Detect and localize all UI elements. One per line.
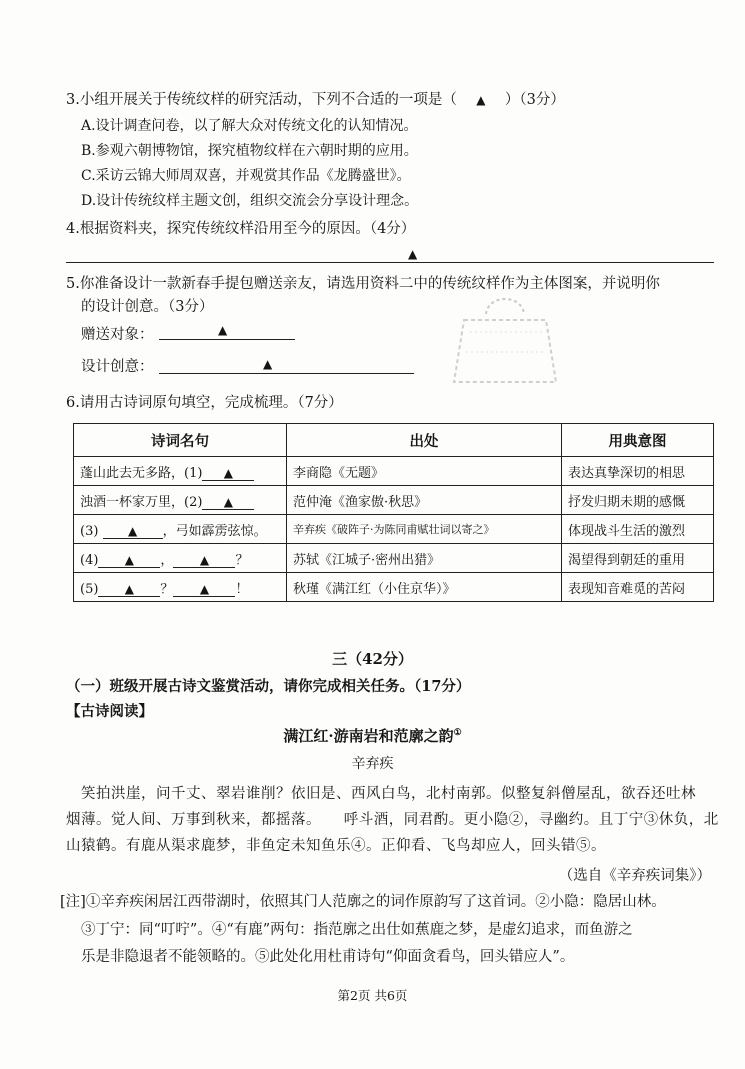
q6-stem: 6.请用古诗词原句填空，完成梳理。（7分） <box>66 395 343 411</box>
q4-stem: 4.根据资料夹，探究传统纹样沿用至今的原因。（4分） <box>66 221 416 237</box>
header-intent: 用典意图 <box>562 424 714 457</box>
poem-table <box>73 423 714 602</box>
q3-option-c: C.采访云锦大师周双喜，并观赏其作品《龙腾盛世》。 <box>81 168 411 184</box>
table-row <box>74 457 714 486</box>
q3-option-b: B.参观六朝博物馆，探究植物纹样在六朝时期的应用。 <box>81 143 418 159</box>
q4-answer-line <box>66 262 714 263</box>
header-source: 出处 <box>287 424 562 457</box>
q5-recipient-label: 赠送对象： <box>81 327 154 343</box>
row1-line <box>74 457 287 486</box>
row3-mid: ，弓如霹雳弦惊。 <box>162 523 267 539</box>
section3-task: （一）班级开展古诗文鉴赏活动，请你完成相关任务。（17分） <box>66 678 471 695</box>
row2-line <box>74 486 287 515</box>
row4-blank2: ▲ <box>173 553 235 568</box>
row4-intent: 渴望得到朝廷的重用 <box>562 544 714 573</box>
row3-intent: 体现战斗生活的激烈 <box>562 515 714 544</box>
row4-blank1: ▲ <box>98 553 160 568</box>
row2-source: 范仲淹《渔家傲·秋思》 <box>287 486 562 515</box>
q5-recipient-line <box>159 339 295 340</box>
poem-table-header <box>74 424 714 457</box>
q3-stem <box>66 88 565 109</box>
row4-post: ？ <box>235 552 249 568</box>
table-row <box>74 544 714 573</box>
row5-source: 秋瑾《满江红（小住京华）》 <box>287 573 562 602</box>
row3-blank: ▲ <box>103 524 163 539</box>
row4-pre: (4) <box>80 552 99 568</box>
q5-idea-label: 设计创意： <box>81 359 154 375</box>
table-row <box>74 515 714 544</box>
q5-idea-line <box>159 373 414 374</box>
row5-blank2: ▲ <box>173 582 235 597</box>
row2-blank: ▲ <box>202 495 254 510</box>
poem-line-3: 山猿鹤。有鹿从渠求鹿梦，非鱼定未知鱼乐④。正仰看、飞鸟却应人，回头错⑤。 <box>66 838 606 854</box>
q4-answer-marker: ▲ <box>408 247 418 261</box>
q3-answer-marker: ▲ <box>476 93 486 107</box>
row2-pre: 浊酒一杯家万里，(2) <box>80 494 203 510</box>
row5-blank1: ▲ <box>98 582 160 597</box>
row5-post: ！ <box>235 581 249 597</box>
row3-pre: (3) <box>80 523 99 539</box>
row1-pre: 蓬山此去无多路，(1) <box>80 465 203 481</box>
q5-idea-marker: ▲ <box>263 357 273 371</box>
q5-stem-line1: 5.你准备设计一款新春手提包赠送亲友，请选用资料二中的传统纹样作为主体图案，并说明你 <box>66 276 660 292</box>
q3-stem-end: ）（3分） <box>504 92 565 108</box>
section3-title: 三（42分） <box>332 650 413 668</box>
row5-mid: ？ <box>160 581 174 597</box>
reading-label: 【古诗阅读】 <box>66 703 153 720</box>
row4-line <box>74 544 287 573</box>
row1-intent: 表达真挚深切的相思 <box>562 457 714 486</box>
row1-blank: ▲ <box>202 466 254 481</box>
q3-option-d: D.设计传统纹样主题文创，组织交流会分享设计理念。 <box>81 193 419 209</box>
row5-intent: 表现知音难觅的苦闷 <box>562 573 714 602</box>
q5-recipient-marker: ▲ <box>218 323 228 337</box>
q3-stem-text: 3.小组开展关于传统纹样的研究活动，下列不合适的一项是（ <box>66 92 457 108</box>
table-row <box>74 573 714 602</box>
q3-option-a: A.设计调查问卷，以了解大众对传统文化的认知情况。 <box>81 118 418 134</box>
table-row <box>74 486 714 515</box>
page-footer: 第2页 共6页 <box>337 988 408 1003</box>
row5-line <box>74 573 287 602</box>
poem-line-2: 烟薄。觉人间、万事到秋来，都摇落。 呼斗酒，同君酌。更小隐②，寻幽约。且丁宁③休负，北 <box>66 812 719 828</box>
handbag-sketch-icon <box>446 292 564 388</box>
note-line-1: [注]①辛弃疾闲居江西带湖时，依照其门人范廓之的词作原韵写了这首词。②小隐：隐居山林。 <box>60 894 666 910</box>
row4-source: 苏轼《江城子·密州出猎》 <box>287 544 562 573</box>
note-line-2: ③丁宁：同“叮咛”。④“有鹿”两句：指范廓之出仕如蕉鹿之梦，是虚幻追求，而鱼游之 <box>81 922 633 938</box>
row3-source: 辛弃疾《破阵子·为陈同甫赋壮词以寄之》 <box>287 515 562 544</box>
row3-line <box>74 515 287 544</box>
poem-source-note: （选自《辛弃疾词集》） <box>558 868 711 884</box>
poem-title-text: 满江红·游南岩和范廓之韵 <box>283 727 454 745</box>
row4-mid: ， <box>160 552 174 568</box>
poem-title-footnote: ① <box>453 728 462 738</box>
row5-pre: (5) <box>80 581 99 597</box>
poem-author: 辛弃疾 <box>351 756 394 772</box>
poem-title <box>0 725 745 746</box>
row1-source: 李商隐《无题》 <box>287 457 562 486</box>
row2-intent: 抒发归期未期的感慨 <box>562 486 714 515</box>
note-line-3: 乐是非隐退者不能领略的。⑤此处化用杜甫诗句“仰面贪看鸟，回头错应人”。 <box>81 949 575 965</box>
header-lines: 诗词名句 <box>74 424 287 457</box>
poem-line-1: 笑拍洪崖，问千丈、翠岩谁削？依旧是、西风白鸟，北村南郭。似整复斜僧屋乱，欲吞还吐林 <box>81 786 696 802</box>
q5-stem-line2: 的设计创意。（3分） <box>81 299 214 315</box>
